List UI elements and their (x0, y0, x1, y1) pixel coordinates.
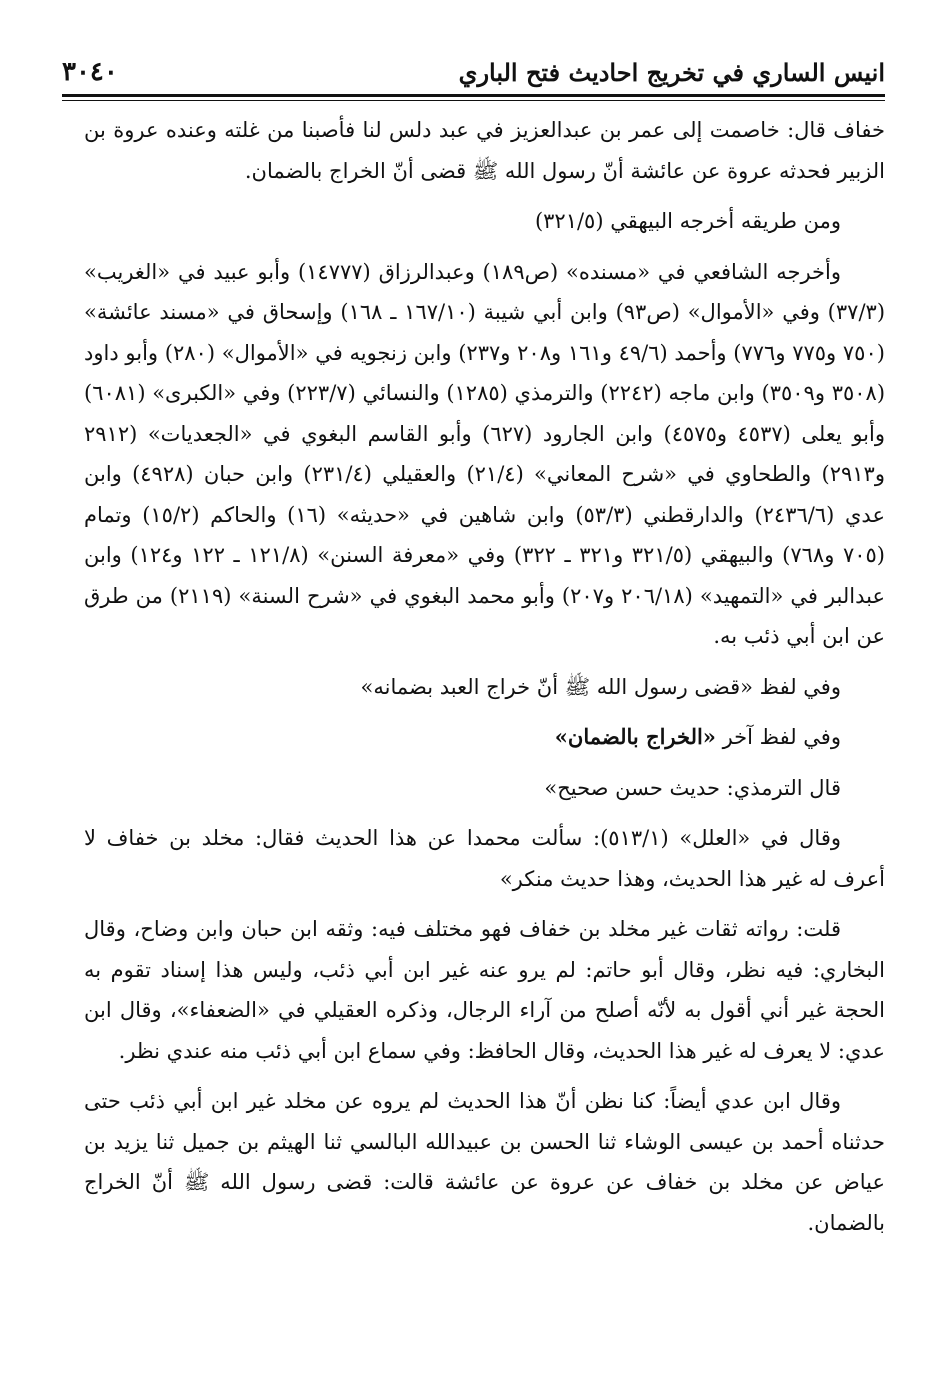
paragraph-1: خفاف قال: خاصمت إلى عمر بن عبدالعزيز في عبد دلس لنا فأصبنا من غلته وعنده عروة بن الزبير فحدثه عروة عن عائشة أنّ رسول الله ﷺ قضى أنّ الخراج بالضمان. (84, 118, 885, 183)
paragraph-6: قال الترمذي: حديث حسن صحيح» (544, 775, 841, 800)
paragraph-7: وقال في «العلل» (٥١٣/١): سألت محمدا عن هذا الحديث فقال: مخلد بن خفاف لا أعرف له غير هذا الحديث، وهذا حديث منكر» (84, 826, 885, 891)
body-text (84, 110, 885, 1253)
paragraph-9: وقال ابن عدي أيضاً: كنا نظن أنّ هذا الحديث لم يروه عن مخلد غير ابن أبي ذئب حتى حدثناه أحمد بن عيسى الوشاء ثنا الحسن بن عبيدالله البالسي ثنا الهيثم بن جميل ثنا يزيد بن عياض عن مخلد بن خفاف عن عروة عن عائشة قالت: قضى رسول الله ﷺ أنّ الخراج بالضمان. (84, 1089, 885, 1235)
paragraph-3: وأخرجه الشافعي في «مسنده» (ص١٨٩) وعبدالرزاق (١٤٧٧٧) وأبو عبيد في «الغريب» (٣٧/٣) وفي «الأموال» (ص٩٣) وابن أبي شيبة (١٦٧/١٠ ـ ١٦٨) وإسحاق في «مسند عائشة» (٧٥٠ و٧٧٥ و٧٧٦) وأحمد (٤٩/٦ و١٦١ و٢٠٨ و٢٣٧) وابن زنجويه في «الأموال» (٢٨٠) وأبو داود (٣٥٠٨ و٣٥٠٩) وابن ماجه (٢٢٤٢) والترمذي (١٢٨٥) والنسائي (٢٢٣/٧) وفي «الكبرى» (٦٠٨١) وأبو يعلى (٤٥٣٧ و٤٥٧٥) وابن الجارود (٦٢٧) وأبو القاسم البغوي في «الجعديات» (٢٩١٢ و٢٩١٣) والطحاوي في «شرح المعاني» (٢١/٤) والعقيلي (٢٣١/٤) وابن حبان (٤٩٢٨) وابن عدي (٢٤٣٦/٦) والدارقطني (٥٣/٣) وابن شاهين في «حديثه» (١٦) والحاكم (١٥/٢) وتمام (٧٠٥ و٧٦٨) والبيهقي (٣٢١/٥ و٣٢١ ـ ٣٢٢) وفي «معرفة السنن» (١٢١/٨ ـ ١٢٢ و١٢٤) وابن عبدالبر في «التمهيد» (٢٠٦/١٨ و٢٠٧) وأبو محمد البغوي في «شرح السنة» (٢١١٩) من طرق عن ابن أبي ذئب به. (84, 259, 886, 648)
page-number: ٣٠٤٠ (62, 57, 118, 87)
paragraph-5-prefix: وفي لفظ آخر (715, 725, 841, 749)
paragraph-8: قلت: رواته ثقات غير مخلد بن خفاف فهو مختلف فيه: وثقه ابن حبان وابن وضاح، وقال البخاري: فيه نظر، وقال أبو حاتم: لم يرو عنه غير ابن أبي ذئب، وليس هذا إسناد تقوم به الحجة غير أني أقول به لأنّه أصلح من آراء الرجال، وذكره العقيلي في «الضعفاء»، وقال ابن عدي: لا يعرف له غير هذا الحديث، وقال الحافظ: وفي سماع ابن أبي ذئب منه عندي نظر. (84, 917, 885, 1063)
paragraph-5-bold: «الخراج بالضمان» (554, 724, 716, 749)
paragraph-5 (84, 717, 885, 758)
paragraph-4: وفي لفظ «قضى رسول الله ﷺ أنّ خراج العبد بضمانه» (360, 674, 841, 699)
header-rule (62, 94, 885, 101)
running-title: انيس الساري في تخريج احاديث فتح الباري (458, 57, 885, 87)
page-header (62, 52, 885, 92)
paragraph-2: ومن طريقه أخرجه البيهقي (٣٢١/٥) (534, 209, 841, 233)
